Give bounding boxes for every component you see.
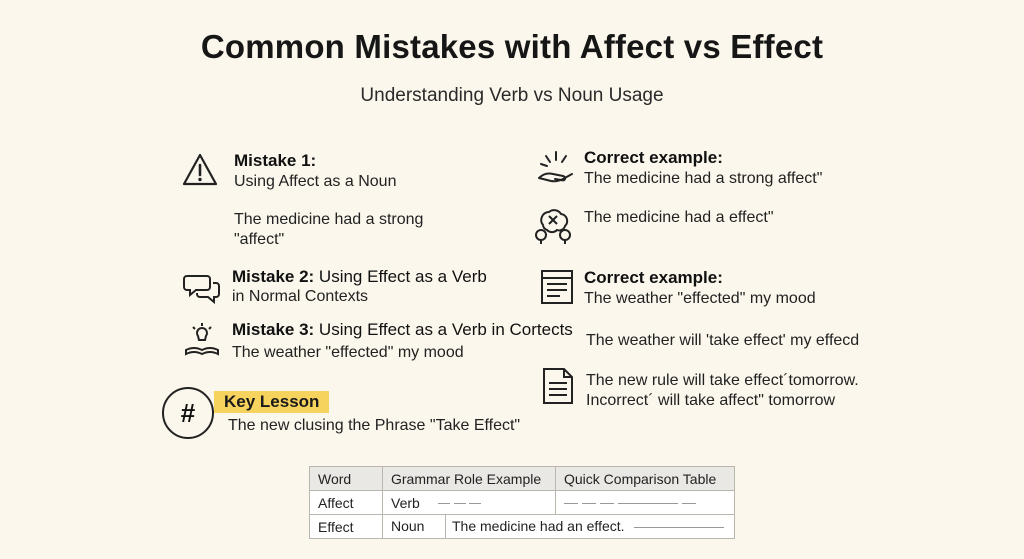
- speech-bubbles-icon: [183, 268, 223, 308]
- mistake-1-example-line1: The medicine had a strong: [234, 211, 424, 228]
- table-cell-role: Verb: [391, 494, 420, 511]
- mistake-2-heading-rest: Using Effect as a Verb: [314, 267, 487, 286]
- mistake-3-heading: [232, 320, 573, 340]
- example-3-text: The weather "effected" my mood: [584, 290, 816, 307]
- page-title: Common Mistakes with Affect vs Effect: [200, 28, 824, 65]
- thought-bubble-x-icon: [533, 205, 573, 245]
- mistake-3-text: The weather "effected" my mood: [232, 344, 464, 361]
- mistake-2-heading: [232, 267, 487, 287]
- comparison-table: [309, 466, 735, 539]
- mistake-1-example-line2: "affect": [234, 231, 285, 248]
- mistake-2-text: in Normal Contexts: [232, 288, 369, 305]
- table-row: [310, 491, 735, 515]
- mistake-3-heading-label: Mistake 3:: [232, 320, 315, 339]
- key-lesson-badge: [214, 392, 329, 412]
- mistake-1-heading: Mistake 1:: [234, 151, 317, 170]
- placeholder-dashes: [438, 495, 482, 511]
- example-2-text: The medicine had a effect": [584, 209, 774, 226]
- table-cell-role-example: [383, 515, 735, 539]
- table-cell-example-placeholder: [556, 491, 735, 515]
- table-header-role: Grammar Role Example: [383, 467, 556, 491]
- mistake-3-heading-rest: Using Effect as a Verb in Cortects: [314, 320, 573, 339]
- comparison-table-wrapper: [309, 466, 735, 539]
- table-header-word: Word: [310, 467, 383, 491]
- table-cell-role-and-placeholder: [383, 491, 556, 515]
- page-subtitle: Understanding Verb vs Noun Usage: [360, 85, 664, 106]
- example-1-text: The medicine had a strong affect": [584, 170, 823, 187]
- document-list-icon: [538, 267, 578, 307]
- table-cell-example: The medicine had an effect.: [452, 518, 625, 534]
- table-cell-word: Effect: [310, 515, 383, 539]
- example-5-line1: The new rule will take effect´tomorrow.: [586, 372, 859, 389]
- mistake-1-text: Using Affect as a Noun: [234, 173, 397, 190]
- key-lesson-label: Key Lesson: [214, 391, 329, 413]
- key-lesson-text: The new clusing the Phrase "Take Effect": [228, 417, 521, 434]
- example-4-text: The weather will 'take effect' my effecd: [586, 332, 860, 349]
- mistake-2-heading-label: Mistake 2:: [232, 267, 315, 286]
- table-cell-word: Affect: [310, 491, 383, 515]
- hash-icon: #: [162, 387, 214, 439]
- example-1-heading: Correct example:: [584, 148, 723, 167]
- example-3-heading: Correct example:: [584, 268, 723, 287]
- table-row: [310, 515, 735, 539]
- document-lines-icon: [538, 366, 578, 406]
- table-cell-role: Noun: [383, 515, 446, 538]
- table-header-comparison: Quick Comparison Table: [556, 467, 735, 491]
- underline-dash: [634, 527, 724, 528]
- table-header-row: [310, 467, 735, 491]
- example-5-line2: Incorrect´ will take affect" tomorrow: [586, 392, 836, 409]
- hand-splash-icon: [536, 148, 576, 188]
- book-lightbulb-icon: [182, 320, 222, 360]
- warning-triangle-icon: [180, 150, 220, 190]
